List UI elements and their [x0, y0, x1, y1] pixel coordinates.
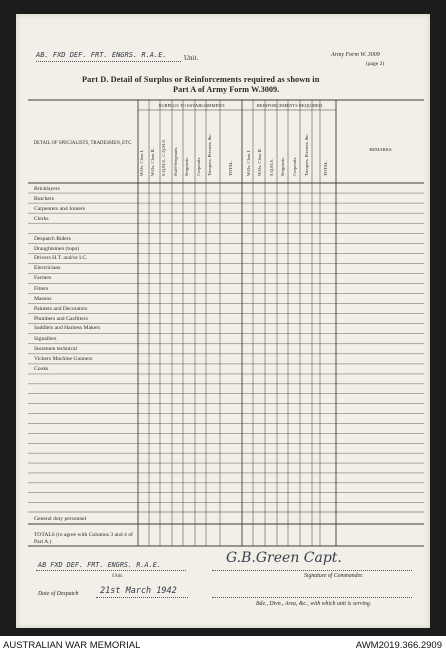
form-page — [16, 14, 430, 628]
totals-label: TOTALS (to agree with Columns 3 and 4 of Part A.) — [34, 532, 133, 545]
surplus-col-sergeants: Sergeants. — [184, 157, 189, 176]
row-label: Storemen technical — [34, 346, 78, 352]
row-label: Painters and Decorators — [34, 306, 88, 312]
caption-left: AUSTRALIAN WAR MEMORIAL — [3, 640, 141, 651]
location-line — [212, 597, 412, 598]
surplus-col-corporals: Corporals. — [196, 156, 201, 176]
page-reference: (page 2) — [366, 61, 385, 67]
row-label: Despatch Riders — [34, 236, 71, 242]
form-title-line-2: Part A of Army Form W.3009. — [173, 85, 280, 94]
form-reference: Army Form W. 3009 — [331, 52, 380, 58]
surplus-col-wo2: W.Os. Class II. — [150, 148, 155, 176]
unit-handwritten: AB. FXD DEF. FRT. ENGRS. R.A.E. — [36, 51, 167, 59]
unit-handwritten-bottom: AB FXD DEF. FRT. ENGRS. R.A.E. — [38, 561, 161, 569]
surplus-col-wo1: W.Os. Class I. — [139, 149, 144, 176]
row-label: Drivers H.T. and/or I.C. — [34, 255, 88, 261]
caption-right: AWM2019.366.2909 — [355, 640, 442, 651]
reinf-col-wo1: W.Os. Class I. — [246, 149, 251, 176]
row-label: Carpenters and Joiners — [34, 206, 85, 212]
row-label: Electricians — [34, 265, 61, 271]
unit-bottom-line — [36, 570, 186, 571]
row-label: Cooks — [34, 366, 49, 372]
row-label: Draughtsmen (topo) — [34, 246, 80, 252]
specialists-column-header: DETAIL OF SPECIALISTS, TRADESMEN, ETC. — [33, 141, 133, 146]
row-label: Fitters — [34, 286, 49, 292]
date-line — [96, 597, 188, 598]
location-label: Bde., Divn., Area, &c., with which unit is serving. — [256, 601, 372, 607]
row-label: Masons — [34, 296, 52, 302]
reinf-col-sergeants: Sergeants. — [280, 157, 285, 176]
reinf-col-wo2: W.Os. Class II. — [257, 148, 262, 176]
row-label: Butchers — [34, 196, 54, 202]
row-label: Plumbers and Gasfitters — [34, 316, 88, 322]
general-duty-label: General duty personnel — [34, 516, 87, 522]
reinf-col-total: TOTAL. — [323, 160, 328, 176]
reinf-col-sqms: S.Q.M.S. — [269, 158, 274, 176]
surplus-col-sqms: S.Q.M.S., C.Q.M.S. — [161, 138, 166, 176]
signature-label: Signature of Commander. — [304, 573, 364, 579]
remarks-column-header: REMARKS. — [369, 147, 393, 152]
unit-label: Unit. — [184, 54, 199, 62]
surplus-col-total: TOTAL. — [228, 160, 233, 176]
commander-signature: G.B.Green Capt. — [226, 550, 342, 566]
caption-bar — [0, 637, 446, 653]
signature-line — [212, 570, 412, 571]
row-label: Farriers — [34, 275, 52, 281]
date-label: Date of Despatch — [38, 591, 79, 597]
surplus-col-staff-sergeants: Staff-Sergeants. — [173, 146, 178, 176]
surplus-group-header: SURPLUS TO ESTABLISHMENT. — [158, 103, 226, 108]
row-label: Vickers Machine Gunners — [34, 356, 93, 362]
date-handwritten: 21st March 1942 — [100, 586, 177, 596]
reinforcements-group-header: REINFORCEMENTS REQUIRED. — [256, 103, 324, 108]
form-title-line-1: Part D. Detail of Surplus or Reinforcements required as shown in — [82, 75, 320, 84]
unit-bottom-label: Unit. — [112, 573, 124, 579]
surplus-col-troopers: Troopers, Privates, &c. — [207, 133, 212, 176]
reinf-col-troopers: Troopers, Privates, &c. — [304, 133, 309, 176]
row-label: Clerks — [34, 216, 49, 222]
row-label: Bricklayers — [34, 186, 60, 192]
row-label: Saddlers and Harness Makers — [34, 325, 101, 331]
reinf-col-corporals: Corporals. — [292, 156, 297, 176]
row-label: Signallers — [34, 336, 57, 342]
